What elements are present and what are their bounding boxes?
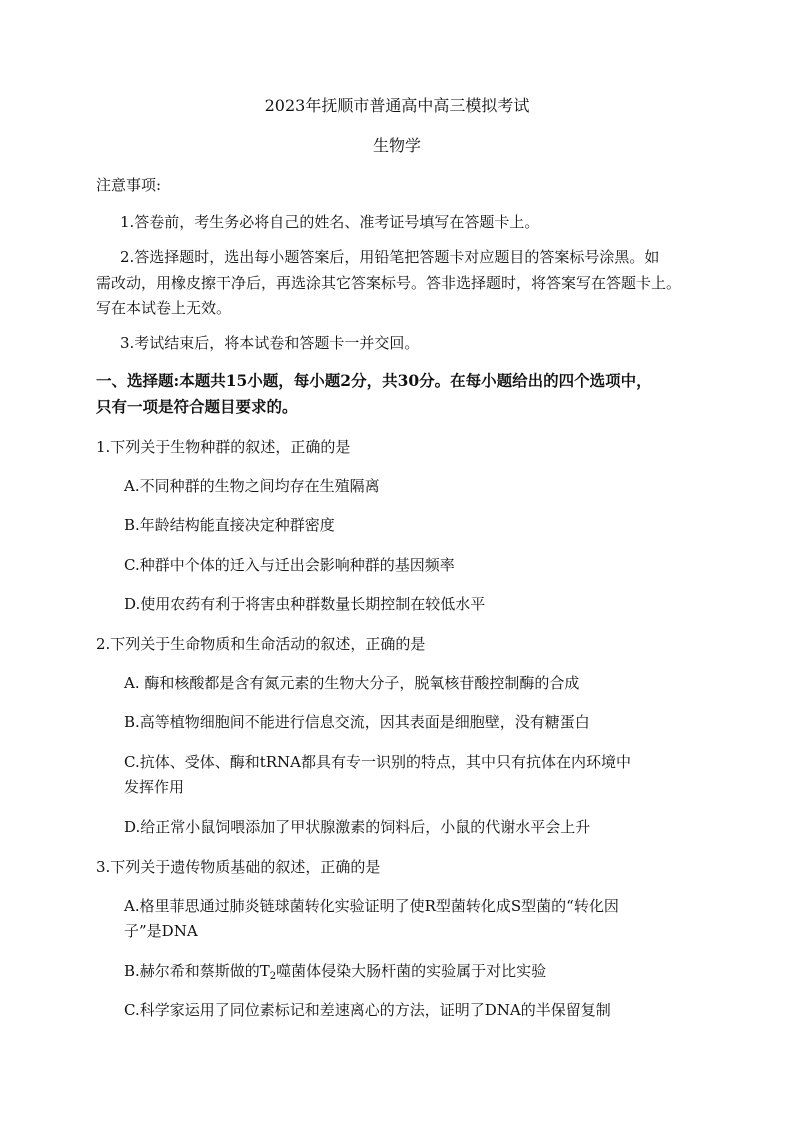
question-1-option-b: B.年龄结构能直接决定种群密度 xyxy=(124,516,335,534)
question-2-option-d: D.给正常小鼠饲喂添加了甲状腺激素的饲料后，小鼠的代谢水平会上升 xyxy=(124,818,591,836)
question-3-stem: 3.下列关于遗传物质基础的叙述，正确的是 xyxy=(96,858,381,876)
question-1-option-a: A.不同种群的生物之间均存在生殖隔离 xyxy=(124,477,380,495)
exam-title: 2023年抚顺市普通高中高三模拟考试 xyxy=(264,96,530,115)
notice-item-2-line-1: 2.答选择题时，选出每小题答案后，用铅笔把答题卡对应题目的答案标号涂黑。如 xyxy=(120,248,660,266)
question-1-stem: 1.下列关于生物种群的叙述，正确的是 xyxy=(96,438,351,456)
question-2-option-a: A. 酶和核酸都是含有氮元素的生物大分子，脱氧核苷酸控制酶的合成 xyxy=(124,674,580,692)
question-2-stem: 2.下列关于生命物质和生命活动的叙述，正确的是 xyxy=(96,635,426,653)
question-2-option-c-line-1: C.抗体、受体、酶和tRNA都具有专一识别的特点，其中只有抗体在内环境中 xyxy=(124,753,631,771)
notice-item-3: 3.考试结束后，将本试卷和答题卡一并交回。 xyxy=(120,334,420,352)
question-3-option-b xyxy=(124,961,546,981)
question-1-option-d: D.使用农药有利于将害虫种群数量长期控制在较低水平 xyxy=(124,595,486,613)
question-3-option-b-prefix: B.赫尔希和蔡斯做的T xyxy=(124,962,270,980)
question-2-option-c-line-2: 发挥作用 xyxy=(124,778,185,796)
question-3-option-b-subscript: 2 xyxy=(269,971,277,982)
question-2-option-b: B.高等植物细胞间不能进行信息交流，因其表面是细胞壁，没有糖蛋白 xyxy=(124,713,590,731)
notice-heading: 注意事项: xyxy=(96,176,162,194)
subject-title: 生物学 xyxy=(372,136,421,155)
notice-item-2-line-2: 需改动，用橡皮擦干净后，再选涂其它答案标号。答非选择题时，将答案写在答题卡上。 xyxy=(96,274,682,292)
notice-item-1: 1.答卷前，考生务必将自己的姓名、准考证号填写在答题卡上。 xyxy=(120,213,540,231)
notice-item-2-line-3: 写在本试卷上无效。 xyxy=(96,299,232,317)
question-3-option-b-suffix: 噬菌体侵染大肠杆菌的实验属于对比实验 xyxy=(276,962,547,980)
question-3-option-a-line-1: A.格里菲思通过肺炎链球菌转化实验证明了使R型菌转化成S型菌的“转化因 xyxy=(124,897,619,915)
section-heading-line-2: 只有一项是符合题目要求的。 xyxy=(96,397,298,416)
section-heading-line-1: 一、选择题:本题共15小题，每小题2分，共30分。在每小题给出的四个选项中， xyxy=(96,371,652,390)
question-3-option-c: C.科学家运用了同位素标记和差速离心的方法，证明了DNA的半保留复制 xyxy=(124,1001,611,1019)
question-3-option-a-line-2: 子”是DNA xyxy=(124,922,198,940)
question-1-option-c: C.种群中个体的迁入与迁出会影响种群的基因频率 xyxy=(124,556,455,574)
